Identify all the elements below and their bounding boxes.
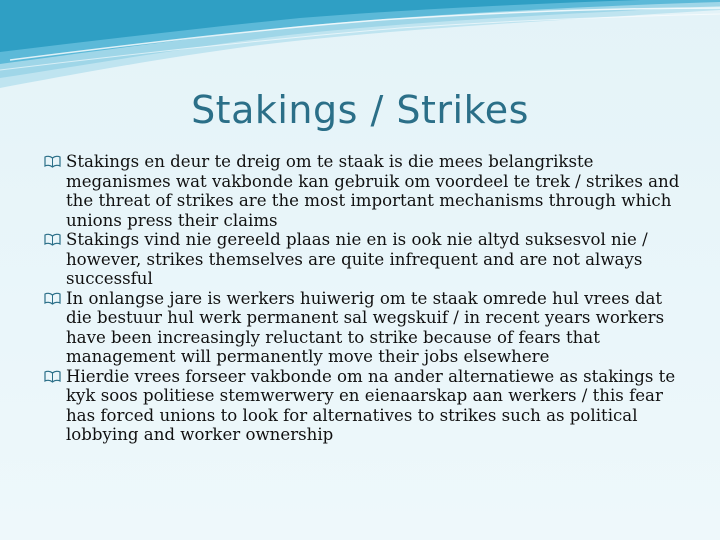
bullet-text: Hierdie vrees forseer vakbonde om na ander alternatiewe as stakings te kyk soos politiese stemwerwery en eienaarskap aan werkers / this fear has forced unions to look for alternatives to strikes such as political lobbying and worker ownership xyxy=(66,366,676,444)
bullet-text: Stakings en deur te dreig om te staak is die mees belangrikste meganismes wat vakbonde kan gebruik om voordeel te trek / strikes and the threat of strikes are the most important mechanisms through which unions press their claims xyxy=(66,152,680,230)
open-book-icon xyxy=(44,292,61,305)
open-book-icon xyxy=(44,233,61,246)
bullet-list xyxy=(44,152,684,445)
bullet-item xyxy=(44,289,684,367)
header-wave-decoration xyxy=(0,0,720,90)
bullet-item xyxy=(44,152,684,230)
open-book-icon xyxy=(44,370,61,383)
bullet-text: In onlangse jare is werkers huiwerig om te staak omrede hul vrees dat die bestuur hul werk permanent sal wegskuif / in recent years workers have been increasingly reluctant to strike because of fears that management will permanently move their jobs elsewhere xyxy=(66,288,665,366)
bullet-text: Stakings vind nie gereeld plaas nie en is ook nie altyd suksesvol nie / however, strikes themselves are quite infrequent and are not always successful xyxy=(66,230,648,288)
bullet-item xyxy=(44,367,684,445)
open-book-icon xyxy=(44,155,61,168)
bullet-item xyxy=(44,230,684,289)
slide-title: Stakings / Strikes xyxy=(191,88,529,132)
